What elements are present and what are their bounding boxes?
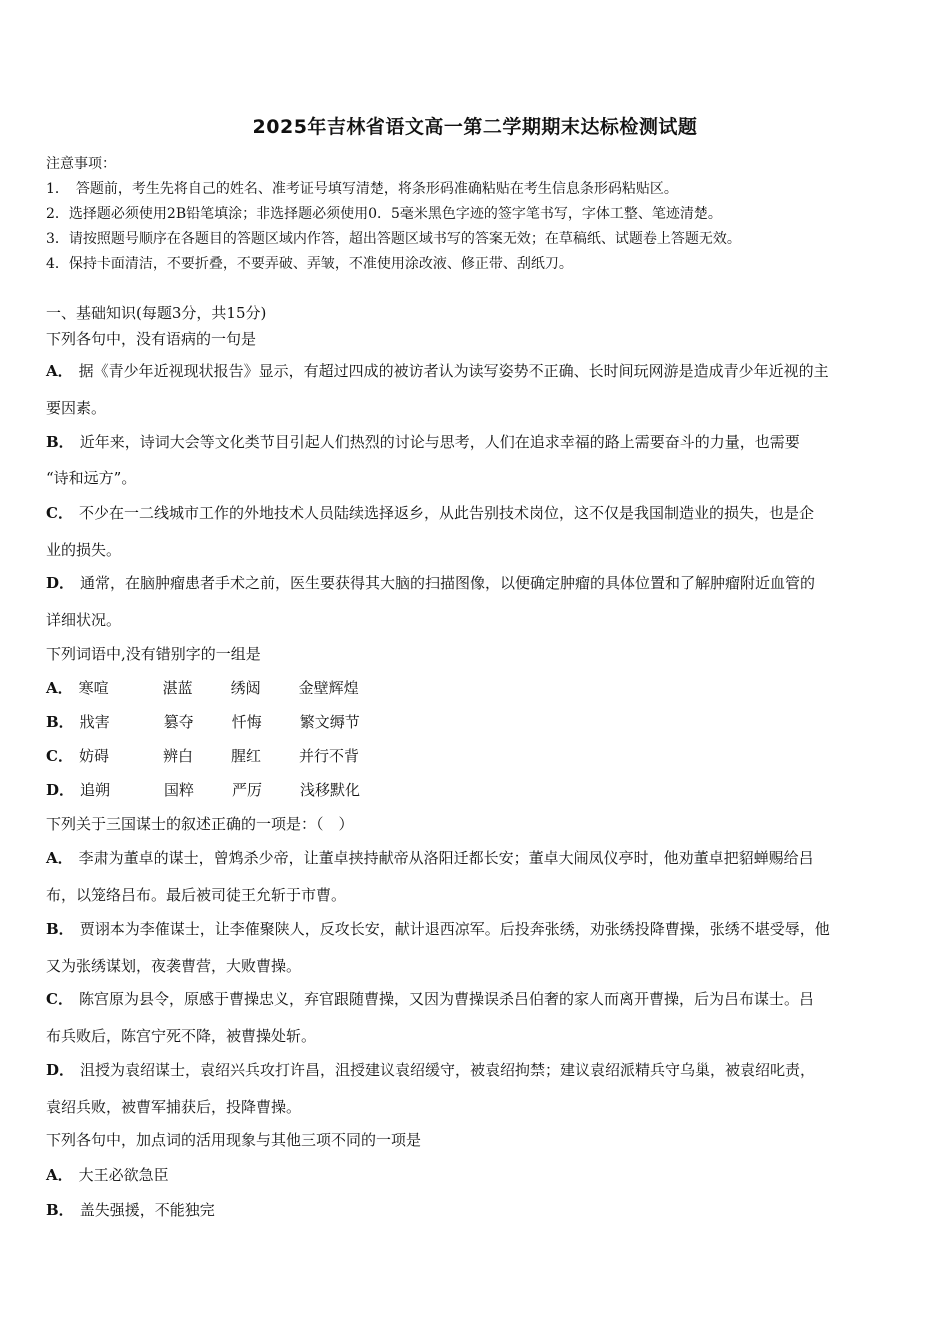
option-line bbox=[46, 779, 360, 800]
option-line bbox=[46, 745, 359, 766]
option-line bbox=[46, 572, 815, 593]
question-stem: 下列关于三国谋士的叙述正确的一项是：（ ） bbox=[46, 815, 354, 833]
option-label: A． bbox=[46, 679, 73, 697]
option-label: C． bbox=[46, 990, 73, 1008]
option-line bbox=[46, 360, 829, 381]
option-word: 辨白 bbox=[162, 747, 193, 765]
option-label: A． bbox=[46, 849, 73, 867]
option-line bbox=[46, 1199, 215, 1220]
option-text: 沮授为袁绍谋士，袁绍兴兵攻打许昌，沮授建议袁绍缓守，被袁绍拘禁；建议袁绍派精兵守乌巢，被袁绍叱责， bbox=[80, 1061, 816, 1079]
notice-heading: 注意事项： bbox=[46, 156, 116, 172]
option-word: 妨碍 bbox=[78, 747, 109, 765]
option-text: 盖失强援，不能独完 bbox=[79, 1201, 215, 1219]
option-word: 浅移默化 bbox=[300, 781, 361, 799]
option-continuation: 要因素。 bbox=[46, 399, 107, 417]
option-text: 李肃为董卓的谋士，曾鸩杀少帝，让董卓挟持献帝从洛阳迁都长安；董卓大闹凤仪亭时，他劝董卓把貂蝉赐给吕 bbox=[78, 849, 814, 867]
option-label: B． bbox=[46, 433, 74, 451]
option-word: 湛蓝 bbox=[162, 679, 193, 697]
option-label: B． bbox=[46, 1201, 74, 1219]
option-word: 并行不背 bbox=[298, 747, 359, 765]
option-line bbox=[46, 1059, 815, 1080]
option-line bbox=[46, 988, 814, 1009]
option-text: 近年来，诗词大会等文化类节目引起人们热烈的讨论与思考，人们在追求幸福的路上需要奋斗的力量，也需要 bbox=[79, 433, 800, 451]
option-label: D． bbox=[46, 574, 75, 592]
section-heading: 一、基础知识(每题3分，共15分) bbox=[46, 304, 267, 322]
option-word: 繁文缛节 bbox=[299, 713, 360, 731]
option-continuation: 布兵败后，陈宫宁死不降，被曹操处斩。 bbox=[46, 1027, 317, 1045]
option-label: C． bbox=[46, 747, 73, 765]
option-line bbox=[46, 431, 800, 452]
option-word: 金壁辉煌 bbox=[298, 679, 359, 697]
option-continuation: 详细状况。 bbox=[46, 611, 122, 629]
option-word: 严厉 bbox=[232, 781, 263, 799]
option-label: C． bbox=[46, 504, 73, 522]
notice-item: 2．选择题必须使用2B铅笔填涂；非选择题必须使用0．5毫米黑色字迹的签字笔书写，字体工整、笔迹清楚。 bbox=[46, 206, 722, 222]
notice-item: 4．保持卡面清洁，不要折叠，不要弄破、弄皱，不准使用涂改液、修正带、刮纸刀。 bbox=[46, 256, 573, 272]
option-label: B． bbox=[46, 920, 74, 938]
option-label: A． bbox=[46, 362, 73, 380]
option-text: 陈宫原为县令，原感于曹操忠义，弃官跟随曹操，又因为曹操误杀吕伯奢的家人而离开曹操，后为吕布谋士。吕 bbox=[78, 990, 814, 1008]
option-word: 追朔 bbox=[80, 781, 111, 799]
option-continuation: “诗和远方”。 bbox=[46, 469, 137, 487]
option-line bbox=[46, 1164, 169, 1185]
notice-item: 3．请按照题号顺序在各题目的答题区域内作答，超出答题区域书写的答案无效；在草稿纸、试题卷上答题无效。 bbox=[46, 231, 741, 247]
option-line bbox=[46, 847, 814, 868]
question-stem: 下列各句中，没有语病的一句是 bbox=[46, 330, 257, 348]
option-text: 贾诩本为李傕谋士，让李傕聚陕人，反攻长安，献计退西凉军。后投奔张绣，劝张绣投降曹操，张绣不堪受辱，他 bbox=[79, 920, 830, 938]
option-label: B． bbox=[46, 713, 74, 731]
option-line bbox=[46, 918, 830, 939]
option-text: 大王必欲急臣 bbox=[78, 1166, 169, 1184]
option-continuation: 又为张绣谋划，夜袭曹营，大败曹操。 bbox=[46, 957, 302, 975]
option-word: 腥红 bbox=[230, 747, 261, 765]
notice-item: 1． 答题前，考生先将自己的姓名、准考证号填写清楚，将条形码准确粘贴在考生信息条形码粘贴区。 bbox=[46, 181, 678, 197]
option-label: D． bbox=[46, 1061, 75, 1079]
option-continuation: 袁绍兵败，被曹军捕获后，投降曹操。 bbox=[46, 1098, 302, 1116]
option-word: 忏悔 bbox=[231, 713, 262, 731]
option-word: 绣闼 bbox=[230, 679, 261, 697]
option-word: 篡夺 bbox=[163, 713, 194, 731]
option-text: 据《青少年近视现状报告》显示，有超过四成的被访者认为读写姿势不正确、长时间玩网游是造成青少年近视的主 bbox=[78, 362, 829, 380]
option-word: 戕害 bbox=[79, 713, 110, 731]
option-text: 通常，在脑肿瘤患者手术之前，医生要获得其大脑的扫描图像，以便确定肿瘤的具体位置和了解肿瘤附近血管的 bbox=[80, 574, 816, 592]
option-continuation: 布，以笼络吕布。最后被司徒王允斩于市曹。 bbox=[46, 886, 347, 904]
question-stem: 下列词语中,没有错别字的一组是 bbox=[46, 645, 261, 663]
option-line bbox=[46, 677, 359, 698]
option-text: 不少在一二线城市工作的外地技术人员陆续选择返乡，从此告别技术岗位，这不仅是我国制造业的损失，也是企 bbox=[78, 504, 814, 522]
option-word: 国粹 bbox=[164, 781, 195, 799]
option-line bbox=[46, 711, 360, 732]
option-label: A． bbox=[46, 1166, 73, 1184]
question-stem: 下列各句中，加点词的活用现象与其他三项不同的一项是 bbox=[46, 1131, 422, 1149]
option-line bbox=[46, 502, 814, 523]
option-label: D． bbox=[46, 781, 75, 799]
option-continuation: 业的损失。 bbox=[46, 541, 122, 559]
page-title: 2025年吉林省语文高一第二学期期末达标检测试题 bbox=[252, 116, 698, 138]
option-word: 寒喧 bbox=[78, 679, 109, 697]
